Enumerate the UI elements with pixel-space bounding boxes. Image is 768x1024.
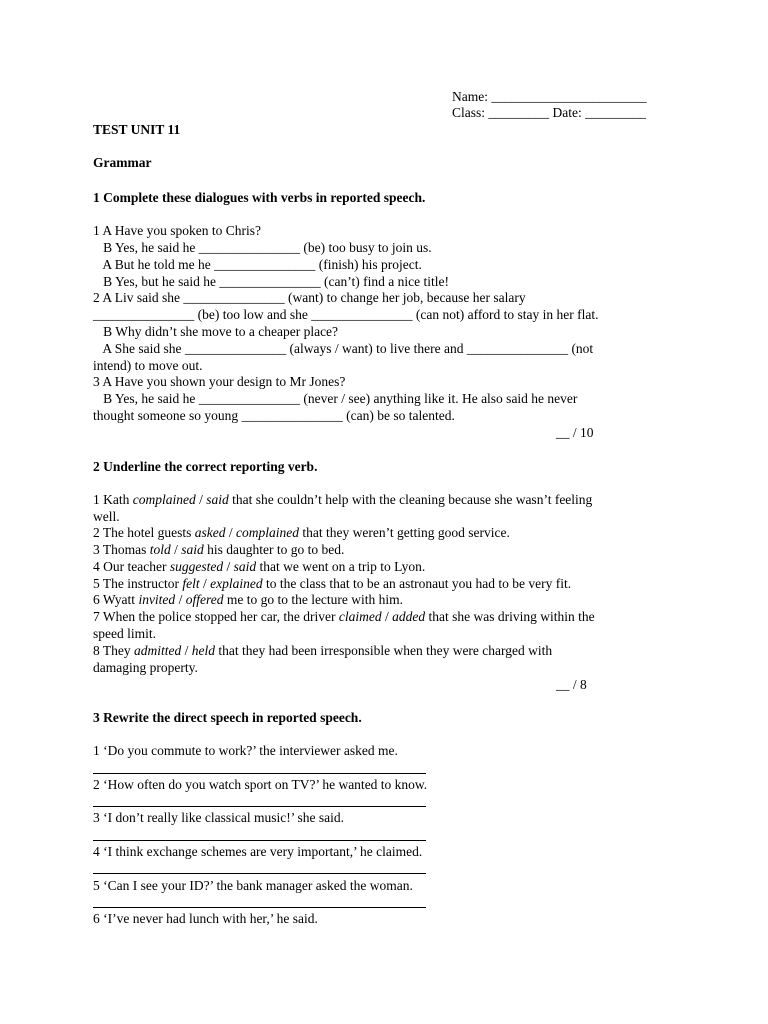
section-title: Grammar [93,155,152,170]
answer-line[interactable] [93,840,426,841]
test-title: TEST UNIT 11 [93,122,181,137]
option-a[interactable]: suggested [169,559,224,574]
ex2-continuation: damaging property. [93,660,198,675]
option-a[interactable]: claimed [338,609,382,624]
ex3-prompt: 3 ‘I don’t really like classical music!’ she said. [93,810,345,825]
ex2-item: 1 Kath complained / said that she couldn’t help with the cleaning because she wasn’t feeling [93,492,593,507]
option-a[interactable]: told [149,542,171,557]
ex1-line: _______________ (be) too low and she _______________ (can not) afford to stay in her flat. [93,307,599,322]
option-a[interactable]: felt [182,576,200,591]
ex3-prompt: 4 ‘I think exchange schemes are very important,’ he claimed. [93,844,423,859]
option-b[interactable]: complained [236,525,300,540]
answer-line[interactable] [93,773,426,774]
option-b[interactable]: held [191,643,216,658]
answer-line[interactable] [93,806,426,807]
ex1-line: 3 A Have you shown your design to Mr Jones? [93,374,346,389]
ex1-line: 1 A Have you spoken to Chris? [93,223,261,238]
name-field: Name: _______________________ [452,89,647,104]
ex3-prompt: 5 ‘Can I see your ID?’ the bank manager asked the woman. [93,878,413,893]
exercise-3-heading: 3 Rewrite the direct speech in reported speech. [93,710,362,725]
ex2-continuation: well. [93,509,120,524]
option-b[interactable]: said [181,542,204,557]
option-a[interactable]: admitted [134,643,182,658]
exercise-1-score: __ / 10 [556,425,594,440]
option-b[interactable]: added [392,609,426,624]
ex1-line: 2 A Liv said she _______________ (want) to change her job, because her salary [93,290,526,305]
exercise-2-heading: 2 Underline the correct reporting verb. [93,459,318,474]
ex3-prompt: 2 ‘How often do you watch sport on TV?’ he wanted to know. [93,777,428,792]
ex2-item: 2 The hotel guests asked / complained that they weren’t getting good service. [93,525,510,540]
ex3-prompt: 6 ‘I’ve never had lunch with her,’ he said. [93,911,318,926]
option-b[interactable]: said [206,492,229,507]
ex1-line: B Why didn’t she move to a cheaper place? [93,324,339,339]
ex2-item: 8 They admitted / held that they had been irresponsible when they were charged with [93,643,553,658]
ex2-item: 6 Wyatt invited / offered me to go to the lecture with him. [93,592,404,607]
answer-line[interactable] [93,907,426,908]
class-date-field: Class: _________ Date: _________ [452,105,646,120]
option-b[interactable]: offered [185,592,224,607]
ex1-line: A She said she _______________ (always / want) to live there and _______________ (not [93,341,594,356]
option-b[interactable]: explained [210,576,263,591]
option-a[interactable]: invited [138,592,176,607]
ex1-line: B Yes, he said he _______________ (never / see) anything like it. He also said he never [93,391,578,406]
option-b[interactable]: said [233,559,257,574]
option-a[interactable]: complained [132,492,196,507]
exercise-1-heading: 1 Complete these dialogues with verbs in reported speech. [93,190,426,205]
ex2-item: 3 Thomas told / said his daughter to go to bed. [93,542,345,557]
ex1-line: B Yes, he said he _______________ (be) too busy to join us. [93,240,432,255]
ex1-line: intend) to move out. [93,358,203,373]
answer-line[interactable] [93,873,426,874]
option-a[interactable]: asked [194,525,226,540]
ex1-line: A But he told me he _______________ (finish) his project. [93,257,422,272]
ex2-continuation: speed limit. [93,626,156,641]
ex3-prompt: 1 ‘Do you commute to work?’ the interviewer asked me. [93,743,398,758]
ex2-item: 7 When the police stopped her car, the driver claimed / added that she was driving within the [93,609,595,624]
ex2-item: 5 The instructor felt / explained to the class that to be an astronaut you had to be very fit. [93,576,572,591]
ex1-line: thought someone so young _______________ (can) be so talented. [93,408,455,423]
ex1-line: B Yes, but he said he _______________ (can’t) find a nice title! [93,274,449,289]
ex2-item: 4 Our teacher suggested / said that we went on a trip to Lyon. [93,559,426,574]
exercise-2-score: __ / 8 [556,677,587,692]
